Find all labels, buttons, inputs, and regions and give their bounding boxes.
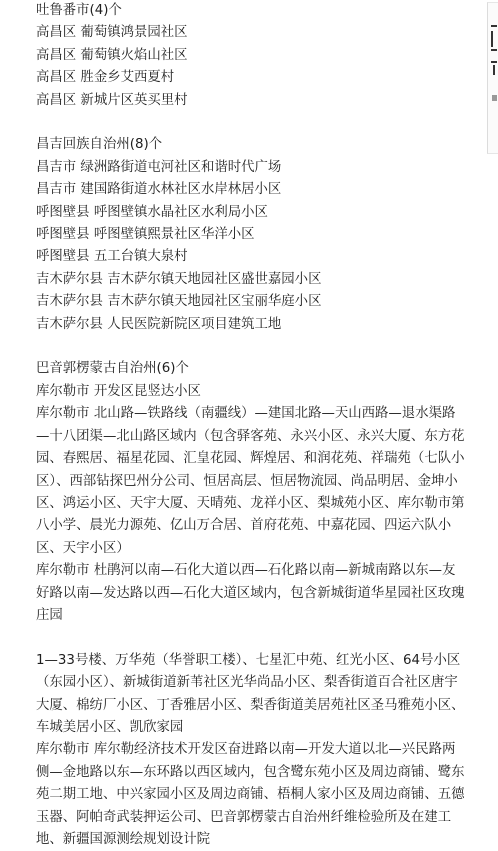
article-body: [36, 0, 466, 851]
list-paragraph: 库尔勒市 杜鹃河以南—石化大道以西—石化路以南—新城南路以东—友好路以南—发达路以西—石化大道区域内，包含新城街道华星园社区玫瑰庄园: [36, 563, 465, 623]
section-header-changji: 昌吉回族自治州(8)个: [36, 137, 163, 153]
section-header-turpan: 吐鲁番市(4)个: [36, 3, 122, 18]
list-item: 高昌区 胜金乡艾西夏村: [36, 70, 175, 86]
list-item: 高昌区 新城片区英买里村: [36, 92, 188, 108]
section-spacer: [36, 336, 466, 358]
list-item: 昌吉市 绿洲路街道屯河社区和谐时代广场: [36, 159, 282, 175]
list-item: 呼图壁县 呼图壁镇熙景社区华洋小区: [36, 227, 255, 243]
list-paragraph: 库尔勒市 库尔勒经济技术开发区奋进路以南—开发大道以北—兴民路两侧—金地路以东—东环路以西区域内，包含鹭东苑小区及周边商铺、鹭东苑二期工地、中兴家园小区及周边商铺、梧桐人家小区及周边商铺、五德玉器、阿帕奇武装押运公司、巴音郭楞蒙古自治州纤维检验所及在建工地、新疆国源测绘规划设计院: [36, 742, 465, 847]
side-glyph: [492, 95, 497, 101]
list-item: 昌吉市 建国路街道水林社区水岸林居小区: [36, 182, 282, 198]
section-spacer: [36, 112, 466, 134]
section-spacer: [36, 627, 466, 649]
side-glyph: [491, 61, 497, 63]
list-item: 吉木萨尔县 人民医院新院区项目建筑工地: [36, 316, 282, 332]
list-item: 吉木萨尔县 吉木萨尔镇天地园社区盛世嘉园小区: [36, 271, 322, 287]
side-glyph: [491, 49, 497, 51]
side-glyph: [493, 65, 495, 75]
list-item: 呼图壁县 五工台镇大泉村: [36, 249, 188, 265]
list-item: 吉木萨尔县 吉木萨尔镇天地园社区宝丽华庭小区: [36, 294, 322, 310]
list-item: 高昌区 葡萄镇火焰山社区: [36, 47, 188, 63]
list-item: 呼图壁县 呼图壁镇水晶社区水利局小区: [36, 204, 268, 220]
side-panel-edge[interactable]: [487, 2, 498, 154]
section-header-bayingolin: 巴音郭楞蒙古自治州(6)个: [36, 361, 189, 377]
list-paragraph: 库尔勒市 北山路—铁路线（南疆线）—建国北路—天山西路—退水渠路—十八团渠—北山路区域内（包含驿客苑、永兴小区、永兴大厦、东方花园、春熙居、福星花园、汇皇花园、辉煌居、和润花苑、祥瑞苑（七队小区）、西部钻探巴州分公司、恒居高层、恒居物流园、尚品明居、金坤小区、鸿运小区、天宇大厦、天晴苑、龙祥小区、梨城苑小区、库尔勒市第八小学、晨光力源苑、亿山万合居、首府花苑、中嘉花园、四运六队小区、天宇小区）: [36, 406, 465, 556]
list-paragraph: 1—33号楼、万华苑（华誉职工楼）、七星汇中苑、红光小区、64号小区（东园小区）、新城街道新苇社区光华尚品小区、梨香街道百合社区唐宇大厦、棉纺厂小区、丁香雅居小区、梨香街道美居苑社区圣马雅苑小区、车城美居小区、凯欣家园: [36, 652, 465, 735]
side-glyph: [491, 25, 497, 27]
side-glyph: [491, 31, 493, 47]
list-item: 高昌区 葡萄镇鸿景园社区: [36, 25, 188, 41]
list-item: 库尔勒市 开发区昆竖达小区: [36, 383, 201, 399]
